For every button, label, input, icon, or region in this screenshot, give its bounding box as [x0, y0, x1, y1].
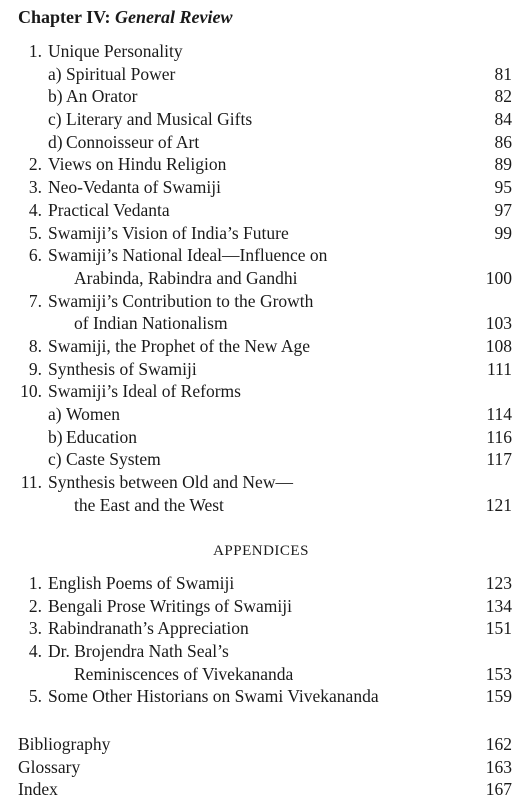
back-matter-list — [18, 733, 512, 801]
toc-entry — [18, 312, 512, 335]
page-number: 108 — [485, 335, 512, 356]
entry-title: Bengali Prose Writings of Swamiji — [48, 595, 292, 616]
toc-entry — [18, 335, 512, 358]
page-number: 163 — [485, 756, 512, 777]
entry-title: Women — [66, 404, 120, 424]
page-number: 111 — [487, 358, 512, 379]
toc-entry — [18, 153, 512, 176]
toc-entry — [18, 572, 512, 595]
toc-entry — [18, 63, 512, 86]
toc-entry — [18, 199, 512, 222]
entry-title: Education — [66, 426, 137, 447]
page-number: 134 — [485, 595, 512, 616]
page-number: 84 — [494, 109, 512, 130]
entry-number: 3. — [28, 177, 42, 198]
toc-entry — [18, 733, 512, 756]
entry-title: Practical Vedanta — [48, 199, 170, 220]
page-number: 89 — [494, 154, 512, 175]
entry-number: 5. — [28, 222, 42, 243]
entry-title: the East and the West — [74, 494, 224, 515]
entry-title: Synthesis between Old and New— — [48, 472, 293, 493]
entry-number: 11. — [20, 472, 42, 493]
subentry-letter: b) — [48, 426, 63, 447]
toc-entry — [18, 403, 512, 426]
entry-title: Swamiji’s National Ideal—Influence on — [48, 245, 328, 266]
toc-entry — [18, 108, 512, 131]
toc-entry — [18, 756, 512, 779]
page-number: 81 — [494, 63, 512, 84]
page-number: 167 — [485, 779, 512, 800]
entry-title: Connoisseur of Art — [66, 131, 200, 152]
entry-number: 6. — [28, 245, 42, 266]
entry-number: 4. — [28, 199, 42, 220]
entry-title: Reminiscences of Vivekananda — [74, 663, 294, 684]
toc-entry — [18, 595, 512, 618]
toc-entry — [18, 244, 512, 267]
appendices-list — [18, 572, 512, 708]
entry-title: Dr. Brojendra Nath Seal’s — [48, 641, 229, 662]
entry-number: 9. — [28, 358, 42, 379]
appendices-heading: APPENDICES — [213, 543, 309, 559]
toc-entry — [18, 640, 512, 663]
subentry-letter: a) — [48, 404, 62, 424]
page-number: 117 — [486, 449, 512, 470]
page-number: 82 — [494, 86, 512, 107]
entry-title: Views on Hindu Religion — [48, 154, 227, 175]
toc-entry — [18, 617, 512, 640]
toc-entry — [18, 131, 512, 154]
entry-number: 7. — [28, 290, 42, 311]
page-number: 99 — [494, 222, 512, 243]
page-number: 123 — [485, 573, 512, 593]
toc-entry — [18, 40, 512, 63]
chapter-label: Chapter IV: — [18, 7, 111, 27]
entry-number: 4. — [28, 641, 42, 662]
entry-title: Caste System — [66, 449, 161, 470]
toc-entry — [18, 471, 512, 494]
entry-title: Synthesis of Swamiji — [48, 358, 197, 379]
page-number: 114 — [486, 404, 512, 424]
toc-entry — [18, 685, 512, 708]
page-number: 100 — [485, 267, 512, 288]
toc-entry — [18, 176, 512, 199]
chapter-heading — [18, 6, 233, 28]
subentry-letter: d) — [48, 131, 63, 152]
subentry-letter: c) — [48, 449, 62, 470]
toc-entry — [18, 358, 512, 381]
page-number: 86 — [494, 131, 512, 152]
entry-title: Unique Personality — [48, 41, 183, 61]
page-number: 97 — [494, 199, 512, 220]
toc-entry — [18, 663, 512, 686]
toc-entry — [18, 426, 512, 449]
chapter-sections-list — [18, 40, 512, 516]
page-number: 95 — [494, 177, 512, 198]
entry-title: Rabindranath’s Appreciation — [48, 618, 249, 639]
entry-title: Swamiji, the Prophet of the New Age — [48, 335, 310, 356]
entry-title: Swamiji’s Contribution to the Growth — [48, 290, 314, 311]
page-number: 153 — [485, 663, 512, 684]
subentry-letter: c) — [48, 109, 62, 130]
entry-number: 10. — [20, 381, 42, 402]
toc-entry — [18, 494, 512, 517]
entry-title: of Indian Nationalism — [74, 313, 228, 334]
page-number: 103 — [485, 313, 512, 334]
subentry-letter: a) — [48, 63, 62, 84]
entry-title: An Orator — [66, 86, 138, 107]
entry-number: 1. — [28, 573, 42, 593]
page-number: 159 — [485, 686, 512, 707]
entry-title: Index — [18, 779, 58, 800]
entry-title: English Poems of Swamiji — [48, 573, 235, 593]
toc-entry — [18, 267, 512, 290]
entry-title: Swamiji’s Vision of India’s Future — [48, 222, 289, 243]
page-number: 162 — [485, 734, 512, 754]
page-number: 151 — [485, 618, 512, 639]
chapter-title: General Review — [115, 7, 233, 27]
entry-title: Literary and Musical Gifts — [66, 109, 253, 130]
entry-title: Spiritual Power — [66, 63, 176, 84]
entry-title: Some Other Historians on Swami Vivekananda — [48, 686, 379, 707]
toc-entry — [18, 380, 512, 403]
entry-number: 2. — [28, 154, 42, 175]
entry-title: Glossary — [18, 756, 81, 777]
entry-title: Bibliography — [18, 734, 111, 754]
entry-title: Arabinda, Rabindra and Gandhi — [74, 267, 298, 288]
entry-title: Swamiji’s Ideal of Reforms — [48, 381, 241, 402]
toc-entry — [18, 448, 512, 471]
toc-entry — [18, 222, 512, 245]
toc-entry — [18, 778, 512, 801]
subentry-letter: b) — [48, 86, 63, 107]
entry-number: 8. — [28, 335, 42, 356]
page-number: 116 — [486, 426, 512, 447]
entry-number: 3. — [28, 618, 42, 639]
toc-entry — [18, 85, 512, 108]
page-number: 121 — [485, 494, 512, 515]
entry-number: 1. — [28, 41, 42, 61]
entry-title: Neo-Vedanta of Swamiji — [48, 177, 222, 198]
entry-number: 2. — [28, 595, 42, 616]
entry-number: 5. — [28, 686, 42, 707]
toc-entry — [18, 290, 512, 313]
